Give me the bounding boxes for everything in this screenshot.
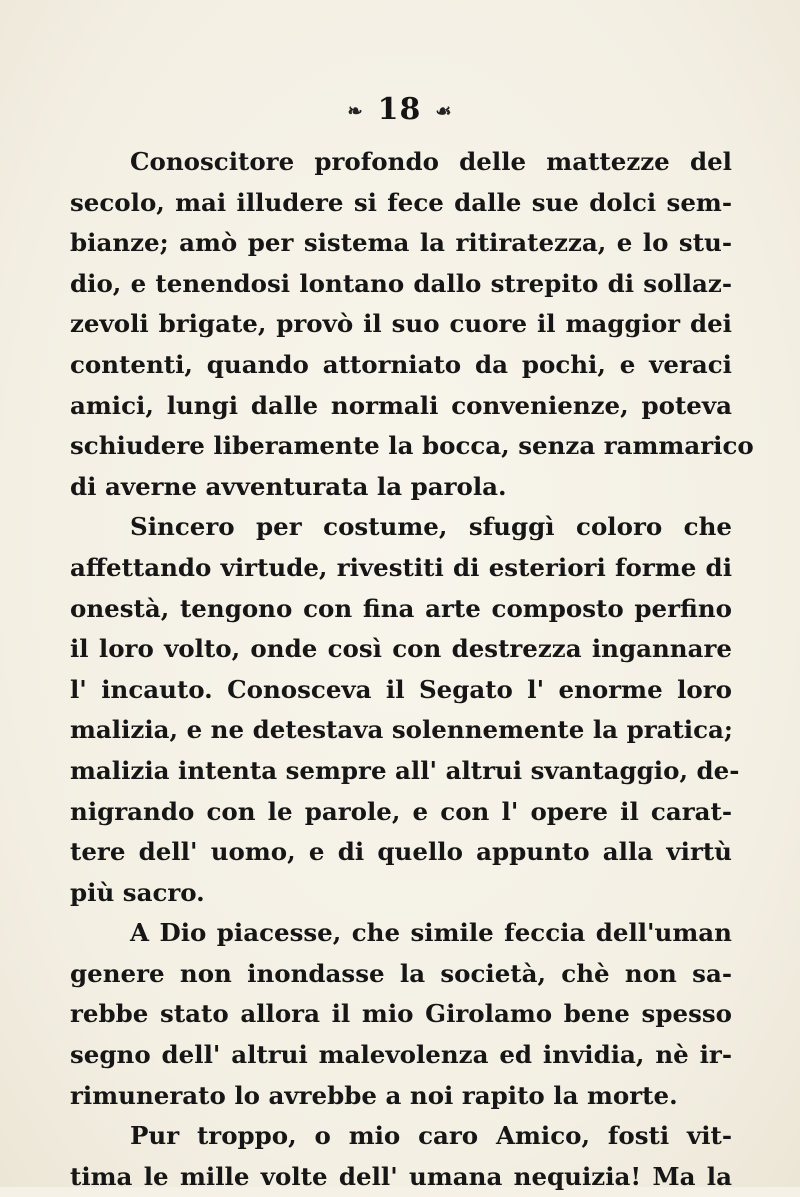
text-line: di averne avventurata la parola. — [70, 471, 507, 501]
text-line: Pur troppo, o mio caro Amico, fosti vit- — [130, 1121, 732, 1151]
text-line: rebbe stato allora il mio Girolamo bene spesso — [70, 999, 732, 1029]
text-line: A Dio piacesse, che simile feccia dell'uman — [130, 918, 732, 948]
text-line: tere dell' uomo, e di quello appunto alla virtù — [70, 837, 732, 867]
page-number: 18 — [377, 92, 422, 127]
text-line: tima le mille volte dell' umana nequizia! Ma la — [70, 1161, 732, 1191]
text-line: amici, lungi dalle normali convenienze, poteva — [70, 390, 732, 420]
text-line: segno dell' altrui malevolenza ed invidia, nè ir- — [70, 1040, 732, 1070]
body-text — [70, 142, 754, 1197]
text-line: nigrando con le parole, e con l' opere il carat- — [70, 796, 732, 826]
text-line: dio, e tenendosi lontano dallo strepito di sollaz- — [70, 268, 732, 298]
text-line: l' incauto. Conosceva il Segato l' enorme loro — [70, 674, 732, 704]
text-line: zevoli brigate, provò il suo cuore il maggior dei — [70, 309, 732, 339]
text-line: Conoscitore profondo delle mattezze del — [130, 147, 732, 176]
text-line: Sincero per costume, sfuggì coloro che — [130, 512, 732, 542]
left-ornament-icon: ❧ — [347, 100, 364, 122]
text-line: schiudere liberamente la bocca, senza rammarico — [70, 431, 754, 461]
text-line: secolo, mai illudere si fece dalle sue dolci sem- — [70, 187, 732, 217]
text-line: onestà, tengono con fina arte composto perfino — [70, 593, 732, 623]
text-line: bianze; amò per sistema la ritiratezza, e lo stu- — [70, 228, 732, 258]
text-line: malizia, e ne detestava solennemente la pratica; — [70, 715, 733, 745]
text-line: affettando virtude, rivestiti di esteriori forme di — [70, 552, 732, 582]
text-line: più sacro. — [70, 877, 205, 907]
text-line: rimunerato lo avrebbe a noi rapito la morte. — [70, 1080, 678, 1110]
text-line: malizia intenta sempre all' altrui svantaggio, de- — [70, 755, 740, 785]
text-line: contenti, quando attorniato da pochi, e veraci — [70, 349, 732, 379]
text-line: genere non inondasse la società, chè non sa- — [70, 958, 732, 988]
text-line: il loro volto, onde così con destrezza ingannare — [70, 634, 732, 664]
page-header — [0, 92, 800, 127]
right-ornament-icon: ☙ — [435, 100, 453, 122]
